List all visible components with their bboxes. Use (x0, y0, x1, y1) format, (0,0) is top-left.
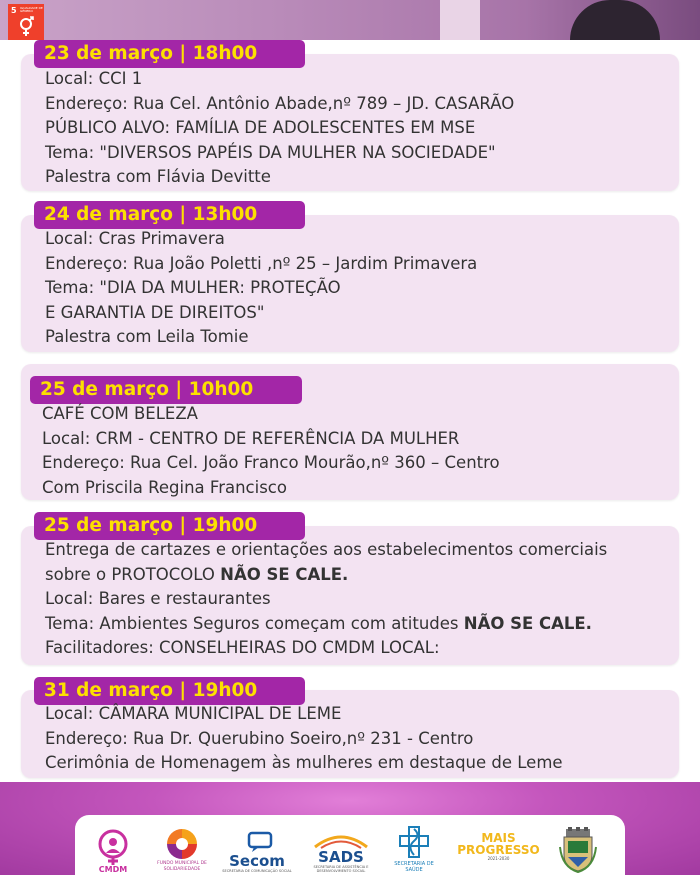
mais-progresso-years: 2021-2030 (487, 855, 510, 861)
event-card-3 (21, 364, 679, 500)
cmdm-logo (89, 819, 137, 873)
saude-icon (397, 825, 431, 861)
secom-logo-subtext: SECRETARIA DE COMUNICAÇÃO SOCIAL (222, 869, 292, 873)
event-description: Cerimônia de Homenagem às mulheres em destaque de Leme (45, 753, 563, 773)
footer (0, 782, 700, 875)
event-date-tag: 25 de março | 19h00 (34, 512, 305, 540)
event-theme: Tema: "DIVERSOS PAPÉIS DA MULHER NA SOCIEDADE" (45, 142, 496, 162)
event-theme: Tema: "DIA DA MULHER: PROTEÇÃO (45, 278, 341, 298)
fundo-solidariedade-icon (164, 827, 200, 861)
event-location: Local: CRM - CENTRO DE REFERÊNCIA DA MULHER (42, 428, 460, 448)
event-card-1 (21, 43, 679, 191)
event-address: Endereço: Rua Cel. João Franco Mourão,nº 360 – Centro (42, 453, 500, 473)
background-person (570, 0, 660, 40)
event-card-2 (21, 204, 679, 352)
sads-logo-text: SADS (318, 848, 364, 866)
sdg-5-badge (8, 4, 44, 40)
gender-equality-icon (17, 16, 35, 38)
sdg-label: IGUALDADE DE GÊNERO (20, 6, 43, 13)
event-date-tag: 24 de março | 13h00 (34, 201, 305, 229)
event-details (45, 538, 607, 661)
mais-progresso-name: MAIS PROGRESSO (457, 830, 540, 857)
protocol-name: NÃO SE CALE. (220, 564, 349, 584)
event-theme-cont: E GARANTIA DE DIREITOS" (45, 302, 265, 322)
secom-icon (240, 831, 274, 853)
event-card-4 (21, 515, 679, 665)
cmdm-logo-text: CMDM (98, 865, 128, 874)
event-speaker: Palestra com Leila Tomie (45, 327, 249, 347)
secom-logo-text: Secom (229, 852, 285, 870)
event-location: Local: Cras Primavera (45, 229, 225, 248)
event-theme-text: Tema: Ambientes Seguros começam com atitudes (45, 613, 464, 633)
footer-logos-bar (75, 815, 625, 875)
event-description-cont (45, 563, 607, 588)
event-location: Local: Bares e restaurantes (45, 589, 271, 609)
event-card-5 (21, 680, 679, 778)
mais-progresso-logo (457, 819, 540, 873)
sads-logo-subtext: SECRETARIA DE ASSISTÊNCIA E DESENVOLVIMENTO SOCIAL (313, 865, 369, 873)
fundo-solidariedade-text: FUNDO MUNICIPAL DE SOLIDARIEDADE (157, 861, 207, 872)
event-address: Endereço: Rua João Poletti ,nº 25 – Jardim Primavera (45, 253, 478, 273)
mais-progresso-text (457, 832, 539, 861)
event-location: Local: CCI 1 (45, 69, 143, 88)
event-description: Entrega de cartazes e orientações aos estabelecimentos comerciais (45, 540, 608, 559)
event-theme (45, 612, 607, 637)
event-details (45, 67, 514, 190)
sdg-number: 5 (11, 6, 17, 15)
brasao-leme-icon (553, 819, 603, 873)
event-details (45, 227, 477, 350)
event-address: Endereço: Rua Cel. Antônio Abade,nº 789 – JD. CASARÃO (45, 93, 515, 113)
event-details (45, 702, 563, 776)
event-description-text: sobre o PROTOCOLO (45, 564, 221, 584)
fundo-solidariedade-logo (151, 819, 213, 873)
event-date-tag: 25 de março | 10h00 (30, 376, 302, 404)
sads-icon (311, 833, 371, 849)
coat-of-arms-icon (558, 827, 598, 873)
background-door (440, 0, 480, 40)
event-audience: PÚBLICO ALVO: FAMÍLIA DE ADOLESCENTES EM MSE (45, 118, 476, 138)
event-address: Endereço: Rua Dr. Querubino Soeiro,nº 231 - Centro (45, 728, 474, 748)
event-facilitators: Facilitadores: CONSELHEIRAS DO CMDM LOCAL: (45, 638, 440, 658)
saude-logo (389, 819, 439, 873)
event-title: CAFÉ COM BELEZA (42, 404, 198, 423)
event-location: Local: CÂMARA MUNICIPAL DE LEME (45, 704, 342, 723)
event-details (42, 402, 500, 500)
sads-logo (305, 819, 377, 873)
event-speaker: Palestra com Flávia Devitte (45, 167, 271, 187)
saude-logo-text: SECRETARIA DE SAÚDE (394, 861, 434, 873)
cmdm-logo-icon (96, 829, 130, 867)
secom-logo (221, 819, 293, 873)
event-date-tag: 31 de março | 19h00 (34, 677, 305, 705)
event-date-tag: 23 de março | 18h00 (34, 40, 305, 68)
event-speaker: Com Priscila Regina Francisco (42, 477, 287, 497)
protocol-name: NÃO SE CALE. (463, 613, 592, 633)
header-photo-band (0, 0, 700, 40)
